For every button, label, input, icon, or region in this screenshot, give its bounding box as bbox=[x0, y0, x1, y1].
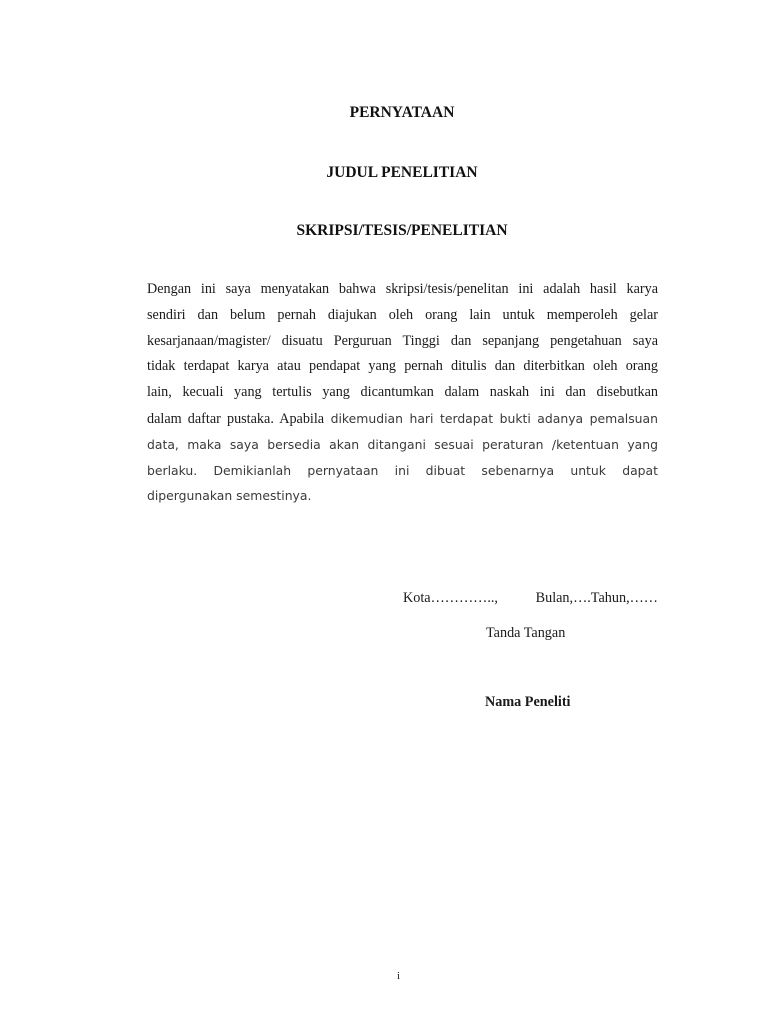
researcher-name-label: Nama Peneliti bbox=[485, 694, 571, 710]
paragraph-line: tidak terdapat karya atau pendapat yang pernah ditulis dan diterbitkan oleh orang bbox=[147, 358, 658, 375]
research-title-heading: JUDUL PENELITIAN bbox=[326, 164, 478, 181]
document-title: PERNYATAAN bbox=[349, 104, 455, 121]
page-number: i bbox=[397, 970, 401, 982]
place-date-line bbox=[403, 590, 658, 607]
document-type-heading: SKRIPSI/TESIS/PENELITIAN bbox=[296, 222, 508, 239]
paragraph-line-serif-part: dalam daftar pustaka. Apabila bbox=[147, 410, 325, 427]
paragraph-line: lain, kecuali yang tertulis yang dicantumkan dalam naskah ini dan disebutkan bbox=[147, 384, 658, 401]
date-field: Bulan,….Tahun,…… bbox=[535, 590, 658, 606]
paragraph-line: sendiri dan belum pernah diajukan oleh orang lain untuk memperoleh gelar bbox=[147, 306, 658, 323]
paragraph-line: kesarjanaan/magister/ disuatu Perguruan Tinggi dan sepanjang pengetahuan saya bbox=[147, 332, 658, 349]
paragraph-line: dipergunakan semestinya. bbox=[147, 488, 312, 504]
paragraph-line: data, maka saya bersedia akan ditangani sesuai peraturan /ketentuan yang bbox=[147, 436, 658, 452]
place-field: Kota………….., bbox=[403, 590, 498, 606]
statement-paragraph bbox=[147, 277, 658, 509]
paragraph-line: Dengan ini saya menyatakan bahwa skripsi/tesis/penelitan ini adalah hasil karya bbox=[147, 281, 658, 297]
signature-label: Tanda Tangan bbox=[486, 625, 566, 641]
paragraph-line: berlaku. Demikianlah pernyataan ini dibuat sebenarnya untuk dapat bbox=[147, 462, 658, 478]
paragraph-line-mixed bbox=[147, 406, 658, 432]
paragraph-line-sans-part: dikemudian hari terdapat bukti adanya pemalsuan bbox=[324, 410, 658, 426]
